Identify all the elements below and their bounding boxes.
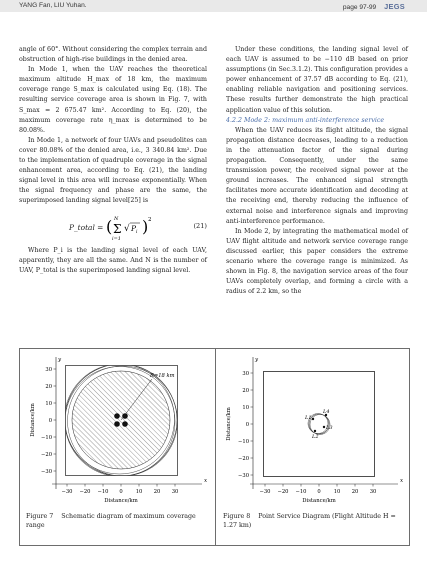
equation-21 — [19, 209, 207, 243]
fig7-xlabel: Distance/km — [104, 498, 138, 504]
fig8-xtick-0: −30 — [259, 489, 271, 495]
fig7-ylabel: Distance/km — [30, 403, 36, 437]
fig7-xtick-5: 20 — [153, 489, 161, 495]
fig8-xlabel: Distance/km — [302, 498, 336, 504]
fig8-x-letter: x — [400, 478, 404, 484]
journal-logo: JEGS — [384, 2, 405, 11]
fig7-ytick-m10: −10 — [41, 435, 52, 441]
svg-text:): ) — [141, 216, 148, 236]
svg-text:2: 2 — [147, 216, 152, 223]
fig7-xtick-0: −30 — [61, 489, 73, 495]
right-paragraph-3: In Mode 2, by integrating the mathematical model of UAV flight altitude and network service coverage range discussed earlier, this paper considers the extreme scenario where the coverage range is minimized. As shown in Fig. 8, the navigation service areas of the four UAVs completely overlap, and forming a circle with a radius of 2.2 km, so the — [226, 227, 408, 296]
fig7-xtick-1: −20 — [79, 489, 91, 495]
fig7-y-letter: y — [58, 357, 62, 363]
fig8-ytick-10: 10 — [242, 405, 249, 411]
fig8-xtick-2: −10 — [295, 489, 307, 495]
equation-body — [69, 213, 164, 243]
figure-8-caption — [223, 513, 405, 530]
fig8-y-letter: y — [255, 357, 259, 363]
fig7-ytick-20: 20 — [45, 384, 52, 390]
fig7-ytick-0: 0 — [48, 418, 52, 424]
svg-text:(: ( — [105, 216, 112, 236]
header-page-range: page 97-99 — [342, 4, 377, 11]
fig8-xtick-6: 30 — [369, 489, 377, 495]
section-heading-4-2-2: 4.2.2 Mode 2: maximum anti-interference service — [226, 116, 385, 124]
header-page-info — [343, 2, 405, 11]
left-paragraph-3: In Mode 1, a network of four UAVs and pseudolites can cover 80.08% of the denied area, i.e., 3 340.84 km². Due to the implementation of quadruple coverage in the signal enhancement area, according to Eq. (21), the landing signal level in this area will increase exponentially. When the signal frequency and phase are the same, the superimposed landing signal level[25] is — [19, 136, 207, 205]
fig7-x-letter: x — [204, 478, 208, 484]
svg-text:P: P — [130, 223, 136, 233]
fig7-ytick-m30: −30 — [41, 469, 52, 475]
fig8-label-l1: L1 — [305, 415, 312, 421]
svg-text:i=1: i=1 — [111, 235, 121, 242]
svg-text:Σ: Σ — [112, 221, 122, 236]
fig7-y-ticks — [41, 367, 56, 475]
fig8-caption-number: Figure 8 — [223, 513, 251, 520]
fig8-x-ticks — [260, 484, 377, 495]
fig8-ytick-30: 30 — [242, 371, 249, 377]
right-paragraph-1: Under these conditions, the landing signal level of each UAV is assumed to be −110 dB based on prior assumptions (in Sec.3.1.2). This configuration provides a power enhancement of 37.57 dB according to Eq. (21), enabling reliable navigation and positioning services. These results further demonstrate the high practical application value of this solution. — [226, 46, 408, 114]
fig8-ytick-m10: −10 — [238, 439, 249, 445]
equation-number: (21) — [193, 221, 207, 230]
right-paragraph-2: When the UAV reduces its flight altitude, the signal propagation distance decreases, leading to a reduction in the attenuation factor of the signal during propagation. Consequently, under the same transmission power, the received signal power at the ground increases. The enhanced signal strength facilitates more accurate identification and decoding at the receiving end, thereby reducing the influence of external noise and interference signals and improving anti-interference performance. — [226, 126, 408, 225]
fig7-xtick-6: 30 — [171, 489, 179, 495]
figures-frame — [19, 348, 410, 546]
fig8-label-l2: L2 — [312, 434, 319, 440]
fig7-caption-number: Figure 7 — [26, 513, 54, 520]
left-paragraph-4: Where P_i is the landing signal level of each UAV, apparently, they are all the same. And N is the number of UAV, P_total is the superimposed landing signal level. — [19, 246, 207, 274]
svg-text:i: i — [135, 229, 138, 235]
right-column — [226, 45, 408, 297]
fig7-xtick-4: 10 — [135, 489, 143, 495]
fig8-denied-area-square — [264, 372, 375, 477]
fig8-label-l3: L3 — [326, 425, 333, 431]
fig8-xtick-1: −20 — [277, 489, 289, 495]
header-authors: YANG Fan, LIU Yuhan. — [19, 2, 87, 9]
fig8-xtick-3: 0 — [317, 489, 321, 495]
left-paragraph-2: In Mode 1, when the UAV reaches the theoretical maximum altitude H_max of 18 km, the maximum coverage range S_max is calculated using Eq. (18). The resulting service coverage area is shown in Fig. 7, with S_max = 2 675.47 km². According to Eq. (20), the maximum coverage rate η_max is determined to be 80.08%. — [19, 66, 207, 134]
figure-8-plot — [220, 355, 406, 507]
figure-7-caption — [26, 513, 212, 530]
svg-text:√: √ — [123, 223, 130, 234]
svg-text:N: N — [113, 215, 119, 222]
figure-7-plot — [24, 355, 212, 507]
left-paragraph-1: angle of 60°. Without considering the complex terrain and obstruction of high-rise buildings in the denied area. — [19, 46, 207, 64]
fig8-ytick-0: 0 — [245, 422, 249, 428]
fig8-ytick-m30: −30 — [238, 473, 249, 479]
fig8-ytick-m20: −20 — [238, 456, 249, 462]
fig7-radius-annotation: R=18 km — [150, 373, 175, 379]
fig7-caption-text: Schematic diagram of maximum coverage range — [26, 513, 196, 529]
page-header — [0, 0, 427, 12]
fig8-ytick-20: 20 — [242, 388, 249, 394]
fig8-caption-text: Point Service Diagram (Flight Altitude H = 1.27 km) — [223, 513, 396, 529]
fig7-x-ticks — [62, 484, 179, 495]
fig7-ytick-m20: −20 — [41, 452, 52, 458]
left-column — [19, 45, 207, 276]
fig8-ylabel: Distance/km — [226, 407, 232, 441]
fig7-xtick-2: −10 — [97, 489, 109, 495]
equation-rhs-glyphs — [106, 213, 164, 243]
fig8-y-ticks — [238, 371, 253, 479]
equation-lhs: P_total = — [69, 222, 104, 232]
fig7-ytick-10: 10 — [45, 401, 52, 407]
fig8-label-l4: L4 — [323, 409, 330, 415]
fig7-xtick-3: 0 — [119, 489, 123, 495]
fig8-xtick-5: 20 — [351, 489, 359, 495]
figure-divider — [215, 349, 216, 545]
fig8-xtick-4: 10 — [333, 489, 341, 495]
fig7-ytick-30: 30 — [45, 367, 52, 373]
